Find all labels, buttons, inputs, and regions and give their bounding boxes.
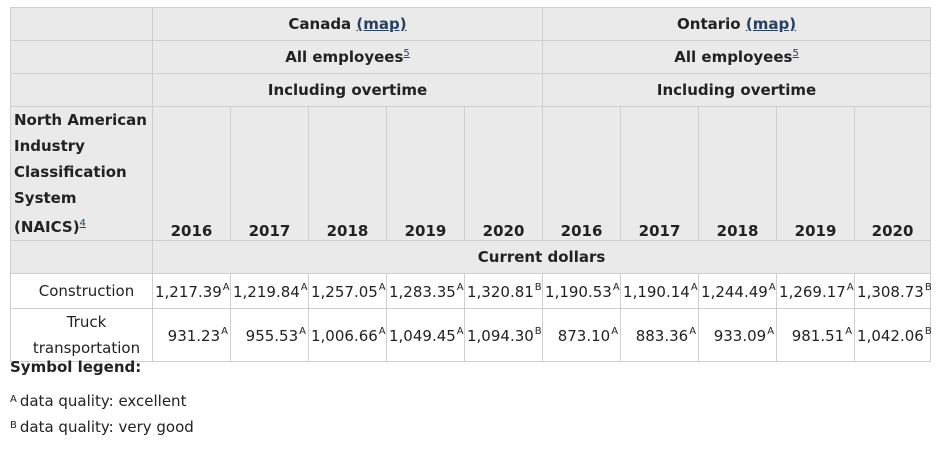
quality-symbol: B [924,281,932,293]
legend-text: data quality: excellent [19,392,187,410]
data-cell [543,274,621,309]
table-row [11,309,931,362]
year-header: 2017 [231,107,309,241]
estimate-header-ontario [543,41,931,74]
data-cell [387,309,465,362]
cell-value: 1,094.30 [467,326,534,345]
cell-value: 981.51 [791,326,845,345]
cell-value: 1,006.66 [311,326,378,345]
year-header: 2016 [153,107,231,241]
data-cell [621,309,699,362]
data-cell [231,309,309,362]
cell-value: 883.36 [635,326,689,345]
table-row [11,274,931,309]
cell-value: 1,190.53 [545,282,612,301]
quality-symbol: B [924,325,932,337]
row-label: Construction [11,274,153,309]
estimate-label: All employees [285,48,404,66]
cell-value: 933.09 [713,326,767,345]
data-cell [465,274,543,309]
quality-symbol: A [378,281,386,293]
year-header: 2017 [621,107,699,241]
naics-stub-header [11,107,153,241]
quality-symbol: A [690,281,698,293]
year-header: 2019 [777,107,855,241]
legend-item [10,392,194,412]
estimate-label: All employees [674,48,793,66]
year-header: 2018 [699,107,777,241]
region-header-row [11,8,931,41]
overtime-header-ontario: Including overtime [543,74,931,107]
legend-title: Symbol legend: [10,358,142,376]
quality-symbol: A [768,281,776,293]
legend-item [10,418,194,438]
stub-corner [11,41,153,74]
quality-symbol: A [299,325,306,337]
region-header-ontario [543,8,931,41]
quality-symbol: B [534,281,542,293]
quality-symbol: A [221,325,228,337]
cell-value: 931.23 [167,326,221,345]
cell-value: 1,257.05 [311,282,378,301]
data-cell [777,309,855,362]
cell-value: 1,308.73 [857,282,924,301]
quality-symbol: A [846,281,854,293]
overtime-header-canada: Including overtime [153,74,543,107]
stub-corner [11,74,153,107]
data-cell [543,309,621,362]
data-cell [153,274,231,309]
row-label: Truck transportation [11,309,153,362]
data-cell [855,309,931,362]
year-header: 2016 [543,107,621,241]
units-header-row [11,241,931,274]
year-header: 2020 [855,107,931,241]
quality-symbol: A [222,281,230,293]
footnote-link[interactable]: 4 [79,218,86,229]
data-cell [699,274,777,309]
cell-value: 1,283.35 [389,282,456,301]
quality-symbol: A [378,325,386,337]
year-header: 2018 [309,107,387,241]
quality-symbol: A [845,325,853,337]
quality-symbol: A [300,281,308,293]
estimate-header-row [11,41,931,74]
region-header-canada [153,8,543,41]
footnote-link[interactable]: 5 [792,48,799,59]
data-cell [309,274,387,309]
estimate-header-canada [153,41,543,74]
cell-value: 1,217.39 [155,282,222,301]
year-header: 2019 [387,107,465,241]
quality-symbol: A [689,325,697,337]
data-cell [777,274,855,309]
units-header: Current dollars [153,241,931,274]
year-header: 2020 [465,107,543,241]
data-cell [153,309,231,362]
quality-symbol: A [611,325,619,337]
symbol-legend [10,358,194,444]
legend-symbol: A [10,394,17,405]
legend-symbol: B [10,420,17,431]
footnote-link[interactable]: 5 [403,48,410,59]
quality-symbol: A [456,325,464,337]
data-cell [309,309,387,362]
data-table [10,7,931,362]
map-link-canada[interactable]: (map) [356,15,407,33]
cell-value: 1,320.81 [467,282,534,301]
quality-symbol: A [612,281,620,293]
data-cell [231,274,309,309]
overtime-header-row [11,74,931,107]
stub-corner [11,8,153,41]
cell-value: 1,049.45 [389,326,456,345]
region-name: Ontario [677,15,741,33]
cell-value: 1,219.84 [233,282,300,301]
cell-value: 1,042.06 [857,326,924,345]
data-cell [465,309,543,362]
cell-value: 1,269.17 [779,282,846,301]
data-cell [855,274,931,309]
data-cell [621,274,699,309]
data-cell [387,274,465,309]
quality-symbol: A [456,281,464,293]
quality-symbol: A [767,325,775,337]
cell-value: 1,244.49 [701,282,768,301]
quality-symbol: B [534,325,542,337]
stub-corner [11,241,153,274]
data-cell [699,309,777,362]
map-link-ontario[interactable]: (map) [745,15,797,33]
cell-value: 873.10 [557,326,611,345]
cell-value: 1,190.14 [623,282,690,301]
cell-value: 955.53 [245,326,299,345]
region-name: Canada [288,15,352,33]
year-header-row [11,107,931,241]
naics-label: North American Industry Classification System (NAICS) [14,111,147,236]
legend-text: data quality: very good [19,418,194,436]
